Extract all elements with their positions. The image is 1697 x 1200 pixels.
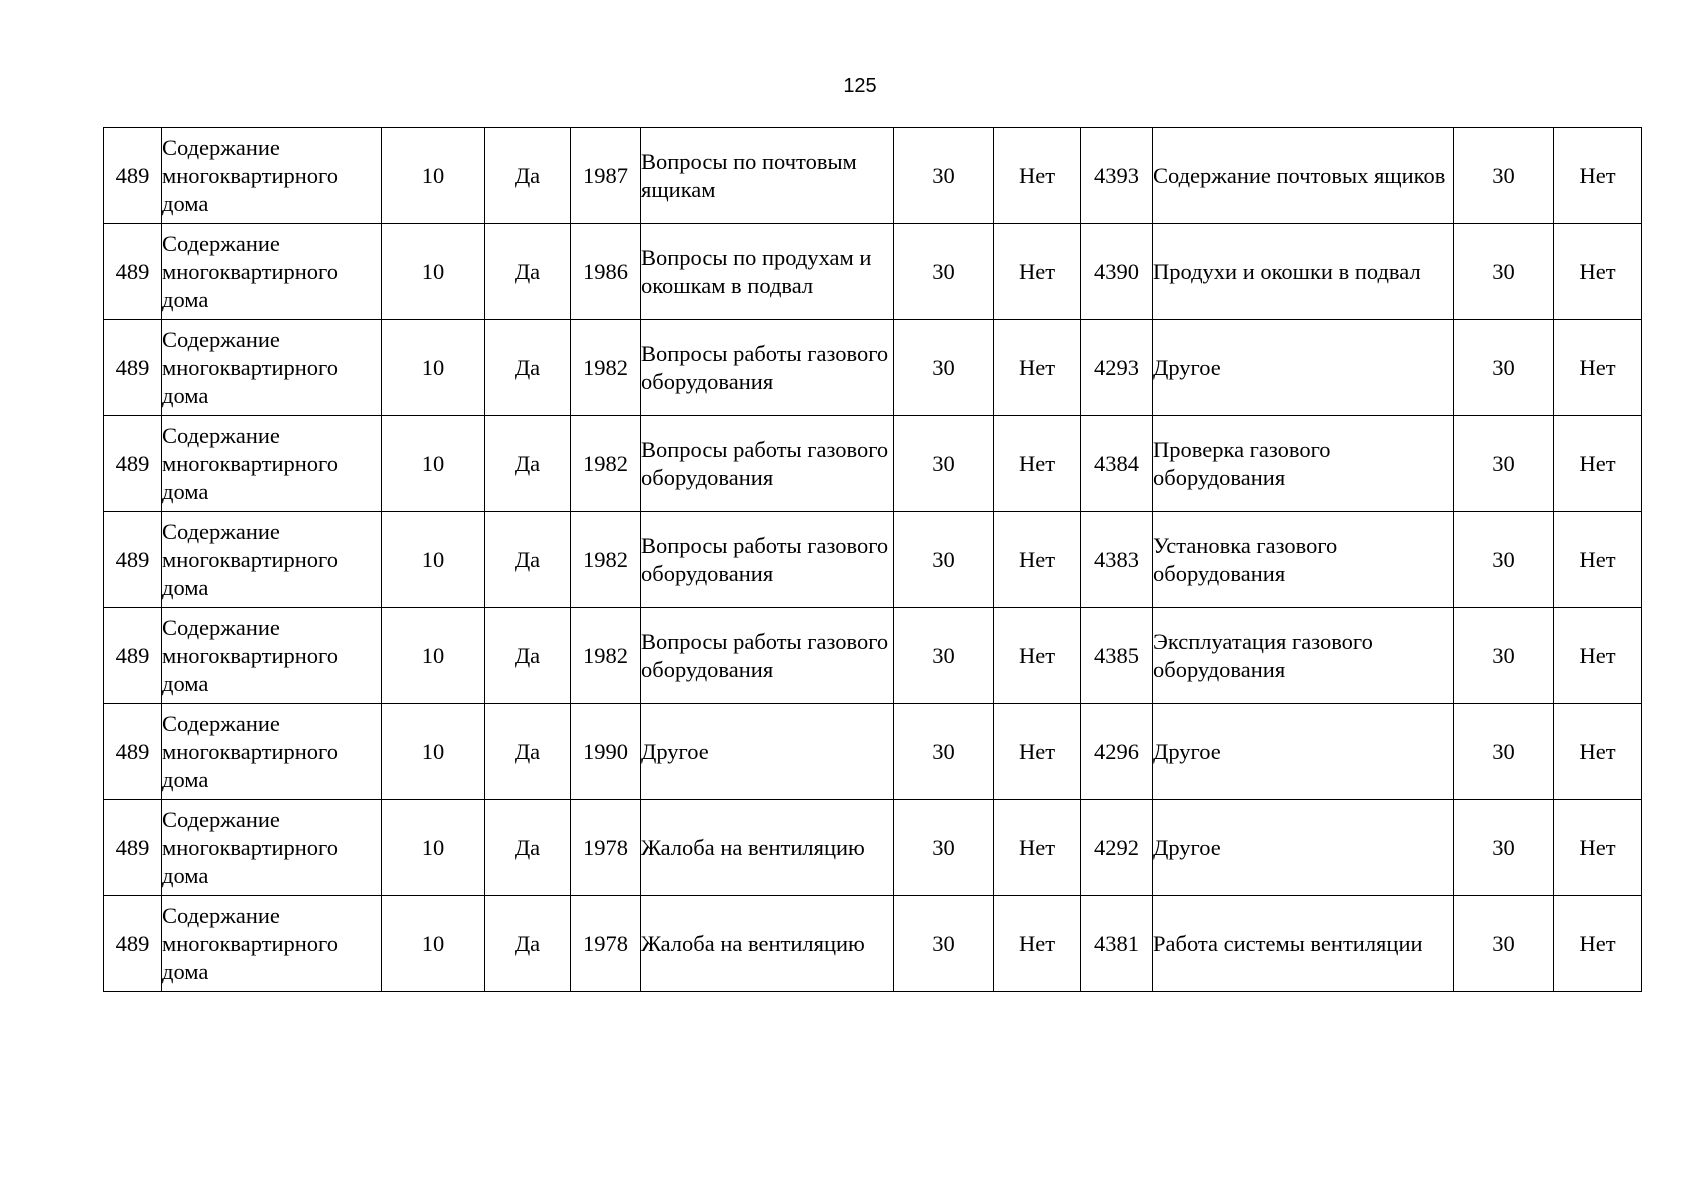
cell-topic: Вопросы работы газового оборудования xyxy=(641,416,894,512)
cell-topic-days: 30 xyxy=(894,704,994,800)
cell-topic-flag: Нет xyxy=(994,224,1081,320)
cell-value: 10 xyxy=(382,128,485,224)
cell-flag: Да xyxy=(485,320,571,416)
cell-topic: Жалоба на вентиляцию xyxy=(641,800,894,896)
cell-value: 10 xyxy=(382,800,485,896)
cell-topic-flag: Нет xyxy=(994,128,1081,224)
cell-topic-days: 30 xyxy=(894,512,994,608)
cell-code: 489 xyxy=(104,608,162,704)
cell-topic-days: 30 xyxy=(894,896,994,992)
cell-value: 10 xyxy=(382,512,485,608)
cell-topic-id: 1987 xyxy=(571,128,641,224)
cell-flag: Да xyxy=(485,224,571,320)
cell-subtopic: Другое xyxy=(1153,800,1454,896)
cell-code: 489 xyxy=(104,704,162,800)
cell-topic: Другое xyxy=(641,704,894,800)
cell-subtopic-flag: Нет xyxy=(1554,704,1642,800)
cell-subtopic-id: 4296 xyxy=(1081,704,1153,800)
cell-topic: Вопросы по почтовым ящикам xyxy=(641,128,894,224)
cell-topic-id: 1986 xyxy=(571,224,641,320)
cell-topic-id: 1982 xyxy=(571,416,641,512)
cell-subtopic-id: 4385 xyxy=(1081,608,1153,704)
cell-subtopic-days: 30 xyxy=(1454,512,1554,608)
table-row xyxy=(104,800,1642,896)
cell-code: 489 xyxy=(104,512,162,608)
cell-topic-days: 30 xyxy=(894,224,994,320)
page-number: 125 xyxy=(843,75,877,97)
cell-code: 489 xyxy=(104,416,162,512)
cell-subtopic: Установка газового оборудования xyxy=(1153,512,1454,608)
registry-table xyxy=(103,127,1642,992)
cell-category: Содержание многоквартирного дома xyxy=(162,512,382,608)
cell-category: Содержание многоквартирного дома xyxy=(162,128,382,224)
cell-subtopic-flag: Нет xyxy=(1554,800,1642,896)
cell-flag: Да xyxy=(485,704,571,800)
cell-topic-days: 30 xyxy=(894,608,994,704)
cell-subtopic-days: 30 xyxy=(1454,128,1554,224)
cell-code: 489 xyxy=(104,800,162,896)
cell-code: 489 xyxy=(104,320,162,416)
cell-code: 489 xyxy=(104,128,162,224)
cell-category: Содержание многоквартирного дома xyxy=(162,704,382,800)
cell-value: 10 xyxy=(382,704,485,800)
cell-subtopic-id: 4390 xyxy=(1081,224,1153,320)
table-row xyxy=(104,320,1642,416)
cell-subtopic-days: 30 xyxy=(1454,224,1554,320)
cell-code: 489 xyxy=(104,896,162,992)
cell-subtopic-days: 30 xyxy=(1454,704,1554,800)
cell-value: 10 xyxy=(382,608,485,704)
cell-subtopic-flag: Нет xyxy=(1554,896,1642,992)
cell-topic-id: 1982 xyxy=(571,608,641,704)
cell-topic: Вопросы работы газового оборудования xyxy=(641,320,894,416)
table-row xyxy=(104,512,1642,608)
cell-subtopic-id: 4384 xyxy=(1081,416,1153,512)
cell-value: 10 xyxy=(382,416,485,512)
cell-flag: Да xyxy=(485,128,571,224)
cell-topic-id: 1982 xyxy=(571,512,641,608)
cell-subtopic: Содержание почтовых ящиков xyxy=(1153,128,1454,224)
cell-category: Содержание многоквартирного дома xyxy=(162,320,382,416)
cell-flag: Да xyxy=(485,416,571,512)
cell-subtopic: Эксплуатация газового оборудования xyxy=(1153,608,1454,704)
cell-subtopic: Продухи и окошки в подвал xyxy=(1153,224,1454,320)
cell-subtopic-days: 30 xyxy=(1454,416,1554,512)
cell-flag: Да xyxy=(485,608,571,704)
cell-subtopic-id: 4381 xyxy=(1081,896,1153,992)
cell-topic-flag: Нет xyxy=(994,512,1081,608)
cell-subtopic-days: 30 xyxy=(1454,800,1554,896)
cell-subtopic: Другое xyxy=(1153,704,1454,800)
cell-subtopic-id: 4292 xyxy=(1081,800,1153,896)
table-row xyxy=(104,896,1642,992)
cell-subtopic: Работа системы вентиляции xyxy=(1153,896,1454,992)
cell-topic-flag: Нет xyxy=(994,608,1081,704)
table-row xyxy=(104,704,1642,800)
cell-category: Содержание многоквартирного дома xyxy=(162,896,382,992)
cell-topic-days: 30 xyxy=(894,320,994,416)
cell-value: 10 xyxy=(382,896,485,992)
cell-subtopic-id: 4293 xyxy=(1081,320,1153,416)
cell-subtopic-id: 4393 xyxy=(1081,128,1153,224)
table-row xyxy=(104,608,1642,704)
cell-subtopic-days: 30 xyxy=(1454,608,1554,704)
cell-subtopic-flag: Нет xyxy=(1554,416,1642,512)
cell-subtopic-flag: Нет xyxy=(1554,320,1642,416)
cell-code: 489 xyxy=(104,224,162,320)
cell-topic-flag: Нет xyxy=(994,896,1081,992)
cell-topic-id: 1978 xyxy=(571,896,641,992)
cell-topic-flag: Нет xyxy=(994,800,1081,896)
cell-category: Содержание многоквартирного дома xyxy=(162,800,382,896)
cell-topic-flag: Нет xyxy=(994,320,1081,416)
cell-topic-id: 1978 xyxy=(571,800,641,896)
cell-category: Содержание многоквартирного дома xyxy=(162,416,382,512)
cell-flag: Да xyxy=(485,896,571,992)
cell-topic: Вопросы работы газового оборудования xyxy=(641,512,894,608)
cell-subtopic-flag: Нет xyxy=(1554,608,1642,704)
cell-subtopic-flag: Нет xyxy=(1554,512,1642,608)
cell-topic-id: 1990 xyxy=(571,704,641,800)
cell-subtopic-flag: Нет xyxy=(1554,128,1642,224)
table-row xyxy=(104,128,1642,224)
cell-topic-flag: Нет xyxy=(994,704,1081,800)
cell-topic-days: 30 xyxy=(894,800,994,896)
cell-topic: Вопросы работы газового оборудования xyxy=(641,608,894,704)
cell-topic-flag: Нет xyxy=(994,416,1081,512)
cell-category: Содержание многоквартирного дома xyxy=(162,224,382,320)
table-body xyxy=(104,128,1642,992)
cell-value: 10 xyxy=(382,320,485,416)
cell-subtopic: Проверка газового оборудования xyxy=(1153,416,1454,512)
cell-topic: Вопросы по продухам и окошкам в подвал xyxy=(641,224,894,320)
table-row xyxy=(104,416,1642,512)
cell-category: Содержание многоквартирного дома xyxy=(162,608,382,704)
cell-subtopic: Другое xyxy=(1153,320,1454,416)
cell-subtopic-id: 4383 xyxy=(1081,512,1153,608)
cell-topic-id: 1982 xyxy=(571,320,641,416)
cell-flag: Да xyxy=(485,512,571,608)
cell-topic-days: 30 xyxy=(894,416,994,512)
cell-value: 10 xyxy=(382,224,485,320)
cell-subtopic-days: 30 xyxy=(1454,320,1554,416)
cell-topic: Жалоба на вентиляцию xyxy=(641,896,894,992)
cell-subtopic-days: 30 xyxy=(1454,896,1554,992)
table-row xyxy=(104,224,1642,320)
cell-flag: Да xyxy=(485,800,571,896)
cell-subtopic-flag: Нет xyxy=(1554,224,1642,320)
cell-topic-days: 30 xyxy=(894,128,994,224)
